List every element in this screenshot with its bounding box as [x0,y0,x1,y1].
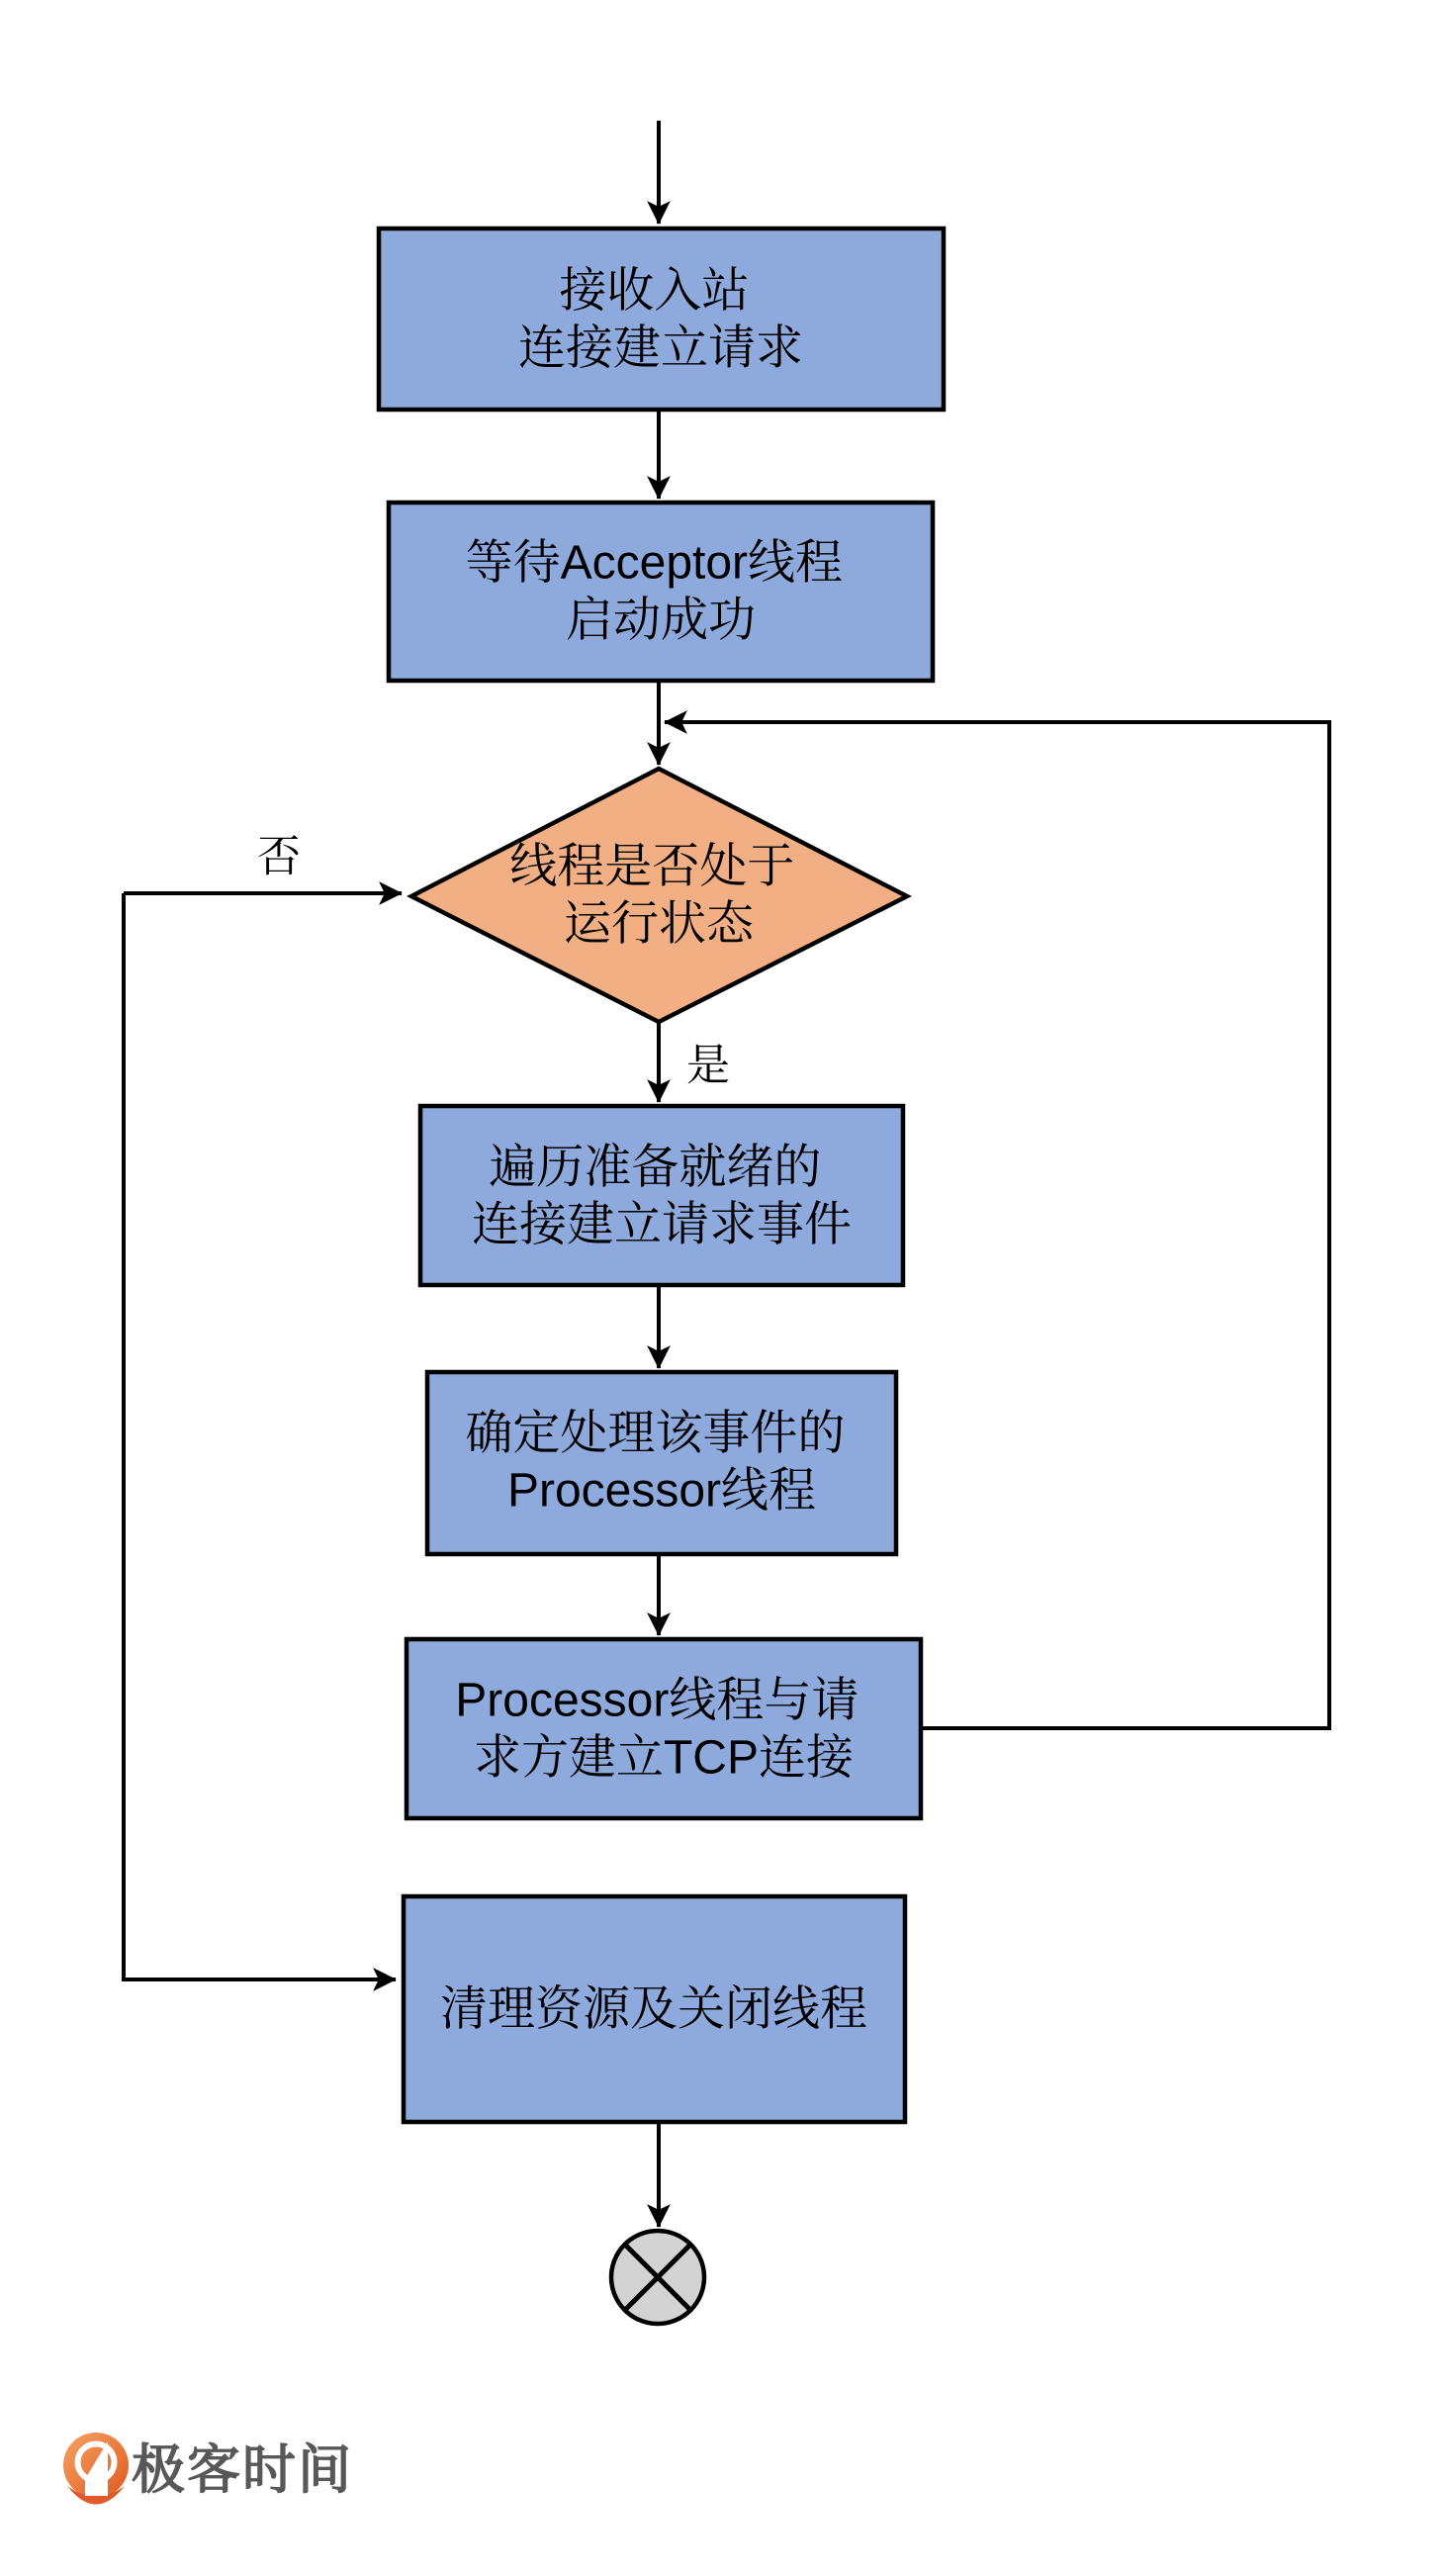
flow-node-establish-tcp-label: Processor线程与请 求方建立TCP连接 [455,1674,859,1785]
flow-node-running-check [411,769,907,1022]
flow-node-wait-acceptor-label: 等待Acceptor线程 启动成功 [465,536,844,647]
flow-node-cleanup-label: 清理资源及关闭线程 [439,1982,868,2036]
no-label: 否 [257,832,301,881]
flow-node-end-terminator [611,2231,704,2324]
yes-label: 是 [686,1041,730,1090]
flow-node-receive [379,229,944,410]
flow-node-establish-tcp [407,1639,921,1818]
flow-node-receive-label: 接收入站 连接建立请求 [517,264,804,375]
edge-no-to-cleanup [124,893,396,1979]
brand-text: 极客时间 [132,2440,353,2500]
flow-node-running-check-label: 线程是否处于 运行状态 [509,840,795,951]
flow-node-determine-processor [427,1372,896,1554]
flow-node-iterate-events-label: 遍历准备就绪的 连接建立请求事件 [471,1141,853,1251]
geektime-logo [63,2433,353,2505]
geektime-pin-icon [63,2433,129,2505]
flow-node-determine-processor-label: 确定处理该事件的 Processor线程 [465,1407,846,1518]
